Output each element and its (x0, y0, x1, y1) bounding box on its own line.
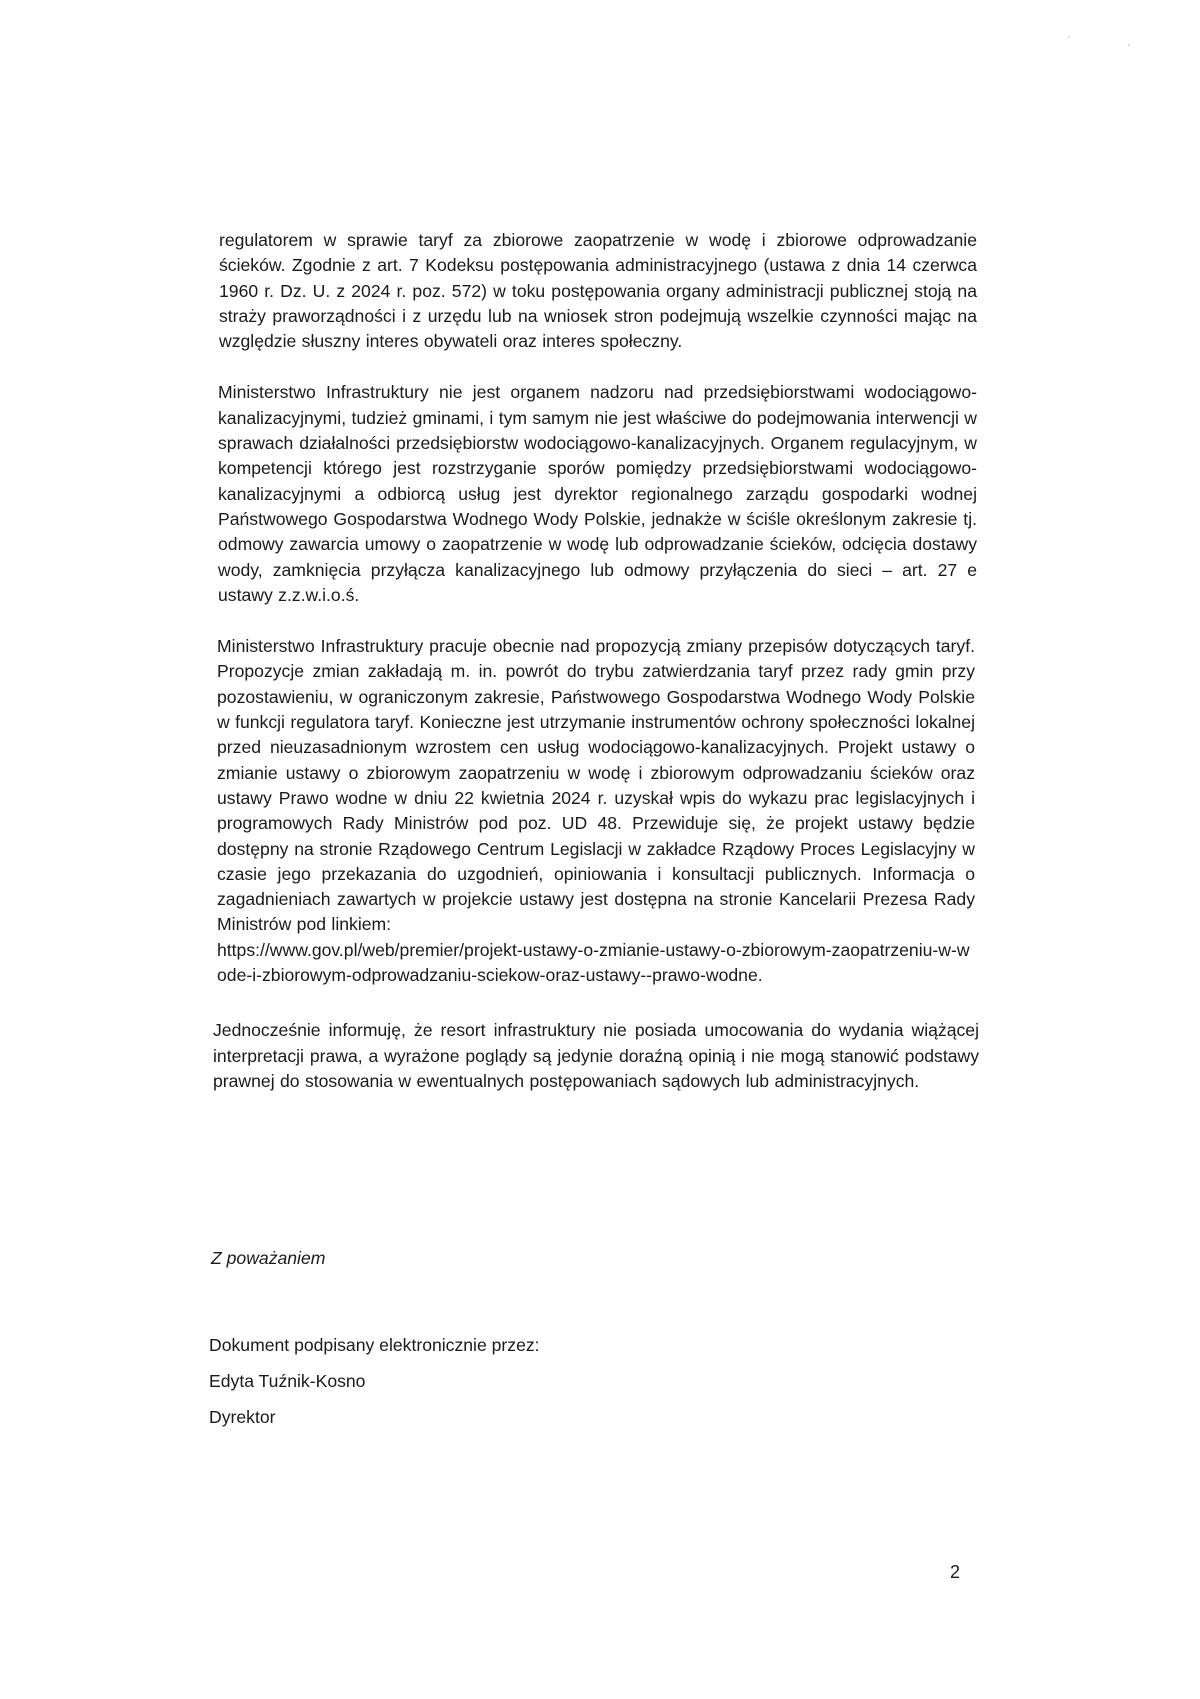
paragraph-regulator: regulatorem w sprawie taryf za zbiorowe zaopatrzenie w wodę i zbiorowe odprowadzanie ścieków. Zgodnie z art. 7 Kodeksu postępowania administracyjnego (ustawa z dnia 14 czerwca 1960 r. Dz. U. z 2024 r. poz. 572) w toku postępowania organy administracji publicznej stoją na straży praworządności i z urzędu lub na wniosek stron podejmują wszelkie czynności mając na względzie słuszny interes obywateli oraz interes społeczny. (219, 230, 977, 352)
scan-speck (1128, 44, 1130, 46)
signatory-name: Edyta Tuźnik-Kosno (209, 1371, 366, 1391)
scan-speck (1068, 36, 1070, 38)
signatory-title: Dyrektor (209, 1407, 276, 1427)
paragraph-disclaimer: Jednocześnie informuję, że resort infrastruktury nie posiada umocowania do wydania wiążącej interpretacji prawa, a wyrażone poglądy są jedynie doraźną opinią i nie mogą stanowić podstawy prawnej do stosowania w ewentualnych postępowaniach sądowych lub administracyjnych. (213, 1020, 979, 1091)
paragraph-tariff-changes-text: Ministerstwo Infrastruktury pracuje obecnie nad propozycją zmiany przepisów dotyczących taryf. Propozycje zmian zakładają m. in. powrót do trybu zatwierdzania taryf przez rady gmin przy pozostawieniu, w ograniczonym zakresie, Państwowego Gospodarstwa Wodnego Wody Polskie w funkcji regulatora taryf. Konieczne jest utrzymanie instrumentów ochrony społeczności lokalnej przed nieuzasadnionym wzrostem cen usług wodociągowo-kanalizacyjnych. Projekt ustawy o zmianie ustawy o zbiorowym zaopatrzeniu w wodę i zbiorowym odprowadzaniu ścieków oraz ustawy Prawo wodne w dniu 22 kwietnia 2024 r. uzyskał wpis do wykazu prac legislacyjnych i programowych Rady Ministrów pod poz. UD 48. Przewiduje się, że projekt ustawy będzie dostępny na stronie Rządowego Centrum Legislacji w zakładce Rządowy Proces Legislacyjny w czasie jego przekazania do uzgodnień, opiniowania i konsultacji publicznych. Informacja o zagadnieniach zawartych w projekcie ustawy jest dostępna na stronie Kancelarii Prezesa Rady Ministrów pod linkiem: (217, 636, 975, 935)
signed-electronically-label: Dokument podpisany elektronicznie przez: (209, 1335, 540, 1355)
closing-salutation: Z poważaniem (211, 1248, 326, 1268)
paragraph-tariff-changes (217, 634, 975, 988)
project-link-url: https://www.gov.pl/web/premier/projekt-ustawy-o-zmianie-ustawy-o-zbiorowym-zaopatrzeniu-w-wode-i-zbiorowym-odprowadzaniu-sciekow-oraz-ustawy--prawo-wodne. (217, 939, 970, 986)
paragraph-ministry-supervision: Ministerstwo Infrastruktury nie jest organem nadzoru nad przedsiębiorstwami wodociągowo-kanalizacyjnymi, tudzież gminami, i tym samym nie jest właściwe do podejmowania interwencji w sprawach działalności przedsiębiorstw wodociągowo-kanalizacyjnych. Organem regulacyjnym, w kompetencji którego jest rozstrzyganie sporów pomiędzy przedsiębiorstwami wodociągowo-kanalizacyjnymi a odbiorcą usług jest dyrektor regionalnego zarządu gospodarki wodnej Państwowego Gospodarstwa Wodnego Wody Polskie, jednakże w ściśle określonym zakresie tj. odmowy zawarcia umowy o zaopatrzenie w wodę lub odprowadzanie ścieków, odcięcia dostawy wody, zamknięcia przyłącza kanalizacyjnego lub odmowy przyłączenia do sieci – art. 27 e ustawy z.z.w.i.o.ś. (218, 382, 977, 605)
page-number: 2 (950, 1562, 961, 1582)
signature-block (209, 1327, 540, 1435)
letter-body (213, 228, 979, 1094)
